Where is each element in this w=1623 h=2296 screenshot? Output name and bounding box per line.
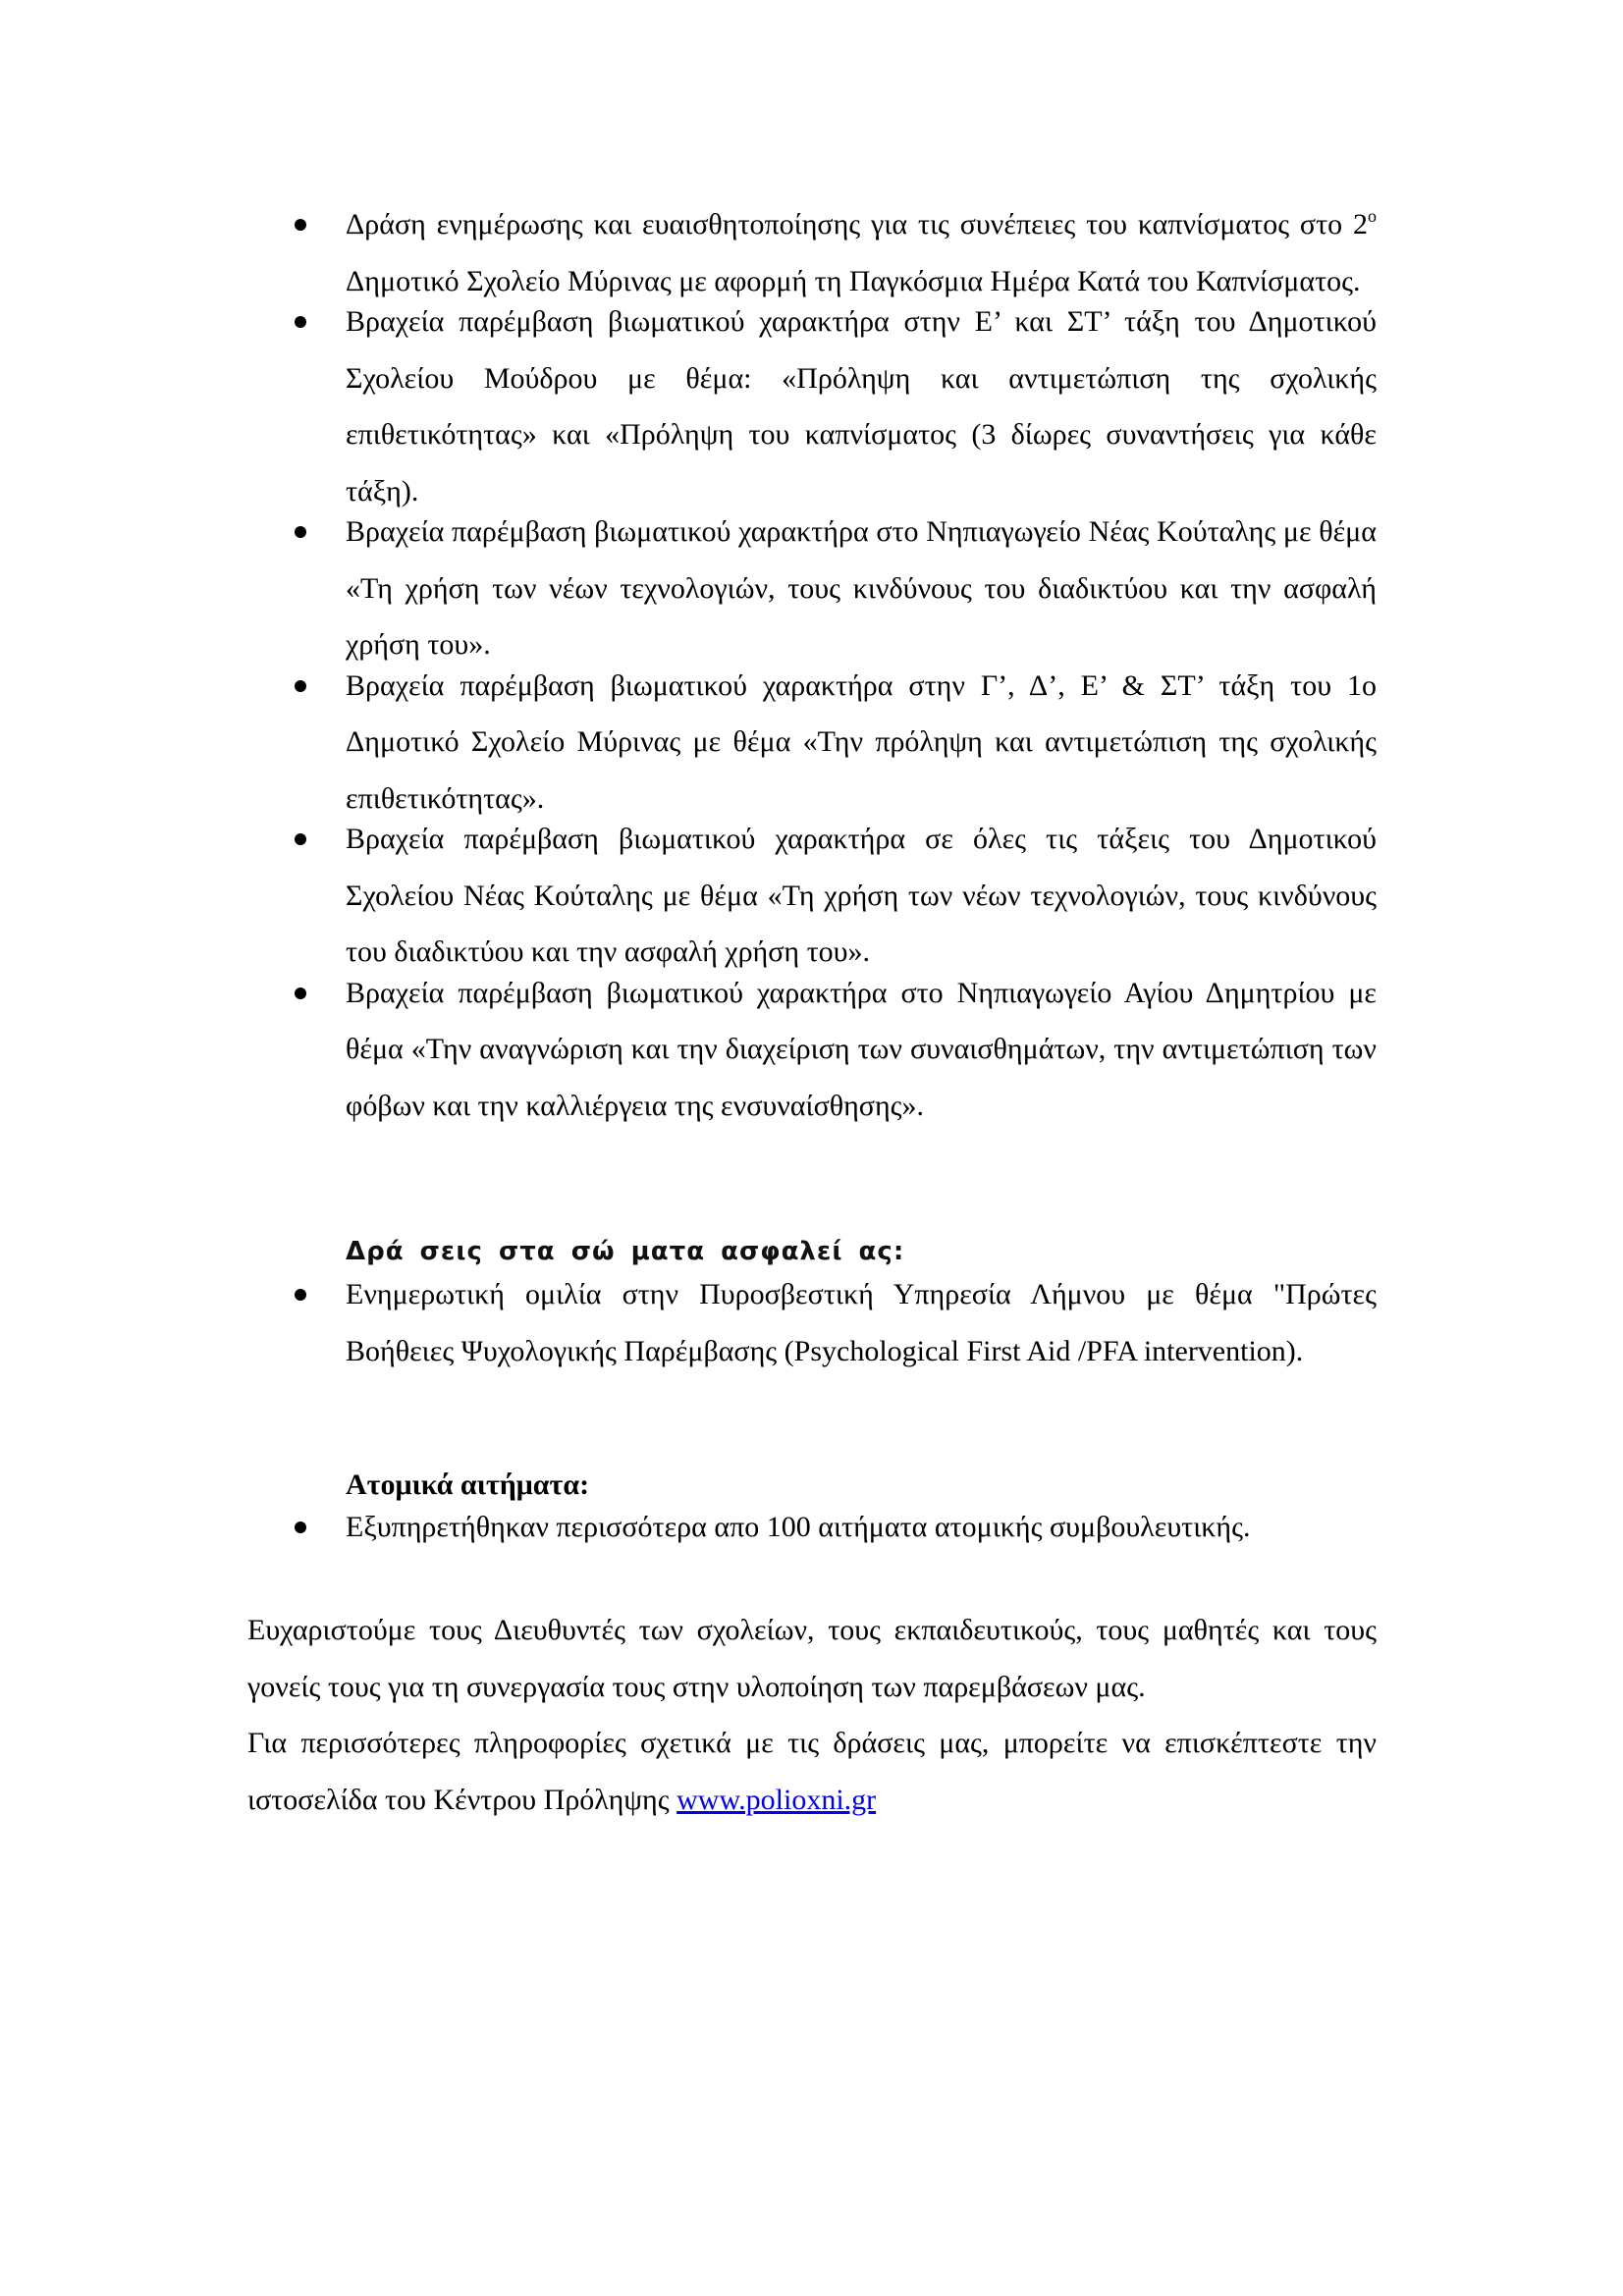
list-item-text: Βραχεία παρέμβαση βιωματικού χαρακτήρα στο Νηπιαγωγείο Αγίου Δημητρίου με θέμα «Την αναγνώριση και την διαχείριση των συναισθημάτων, την αντιμετώπιση των φόβων και την καλλιέργεια της ενσυναίσθησης». [346, 976, 1377, 1122]
bullet-icon [295, 526, 306, 538]
bullet-icon [295, 219, 306, 231]
bullet-icon [295, 1522, 306, 1533]
list-item-text: Βραχεία παρέμβαση βιωματικού χαρακτήρα στην Γ’, Δ’, Ε’ & ΣΤ’ τάξη του 1ο Δημοτικό Σχολείο Μύρινας με θέμα «Την πρόληψη και αντιμετώπιση της σχολικής επιθετικότητας». [346, 668, 1377, 815]
more-info-text: Για περισσότερες πληροφορίες σχετικά με τις δράσεις μας, μπορείτε να επισκέπτεστε την ιστοσελίδα του Κέντρου Πρόληψης [247, 1727, 1377, 1816]
list-item-text: Βραχεία παρέμβαση βιωματικού χαρακτήρα στο Νηπιαγωγείο Νέας Κούταλης με θέμα «Τη χρήση των νέων τεχνολογιών, τους κινδύνους του διαδικτύου και την ασφαλή χρήση του». [346, 515, 1377, 661]
list-item [293, 294, 1377, 519]
individual-requests-heading: Ατομικά αιτήματα: [346, 1468, 590, 1501]
closing-section [247, 1602, 1377, 1828]
list-item-text-part: Δράση ενημέρωσης και ευαισθητοποίησης για τις συνέπειες του καπνίσματος στο 2 [346, 208, 1368, 240]
individual-requests-list [293, 1499, 1377, 1556]
list-item [293, 658, 1377, 828]
bullet-icon [295, 833, 306, 845]
list-item [293, 1266, 1377, 1379]
list-item-text: Εξυπηρετήθηκαν περισσότερα απο 100 αιτήματα ατομικής συμβουλευτικής. [346, 1511, 1251, 1543]
list-item [293, 811, 1377, 981]
list-item-text: Βραχεία παρέμβαση βιωματικού χαρακτήρα σε όλες τις τάξεις του Δημοτικού Σχολείου Νέας Κούταλης με θέμα «Τη χρήση των νέων τεχνολογιών, τους κινδύνους του διαδικτύου και την ασφαλή χρήση του». [346, 823, 1377, 968]
website-link[interactable]: www.polioxni.gr [676, 1783, 877, 1816]
list-item-text: Ενημερωτική ομιλία στην Πυροσβεστική Υπηρεσία Λήμνου με θέμα "Πρώτες Βοήθειες Ψυχολογικής Παρέμβασης (Psychological First Aid /PFA intervention). [346, 1278, 1377, 1367]
list-item [293, 1499, 1377, 1556]
list-item-text [346, 196, 1377, 309]
bullet-icon [295, 1289, 306, 1301]
ordinal-superscript: ο [1368, 206, 1377, 226]
list-item [293, 965, 1377, 1135]
security-bodies-list [293, 1266, 1377, 1379]
more-info-paragraph [247, 1715, 1377, 1828]
bullet-icon [295, 316, 306, 328]
thanks-paragraph: Ευχαριστούμε τους Διευθυντές των σχολείων, τους εκπαιδευτικούς, τους μαθητές και τους γονείς τους για τη συνεργασία τους στην υλοποίηση των παρεμβάσεων μας. [247, 1614, 1377, 1703]
bullet-icon [295, 680, 306, 692]
school-actions-list [293, 196, 1377, 1134]
security-bodies-heading: Δρά σεις στα σώ ματα ασφαλεί ας: [346, 1237, 905, 1266]
list-item-text-part: Δημοτικό Σχολείο Μύρινας με αφορμή τη Παγκόσμια Ημέρα Κατά του Καπνίσματος. [346, 264, 1361, 297]
list-item-text: Βραχεία παρέμβαση βιωματικού χαρακτήρα στην Ε’ και ΣΤ’ τάξη του Δημοτικού Σχολείου Μούδρου με θέμα: «Πρόληψη και αντιμετώπιση της σχολικής επιθετικότητας» και «Πρόληψη του καπνίσματος (3 δίωρες συναντήσεις για κάθε τάξη). [346, 305, 1377, 507]
list-item [293, 196, 1377, 309]
list-item [293, 504, 1377, 673]
bullet-icon [295, 988, 306, 999]
